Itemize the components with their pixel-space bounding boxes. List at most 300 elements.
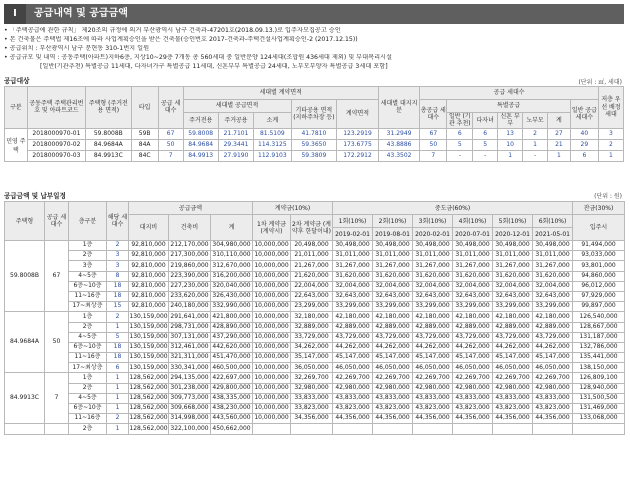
table-cell: 1: [498, 150, 523, 161]
table-cell: 46,050,000: [413, 363, 453, 373]
type-cell: 59.8008B: [5, 241, 45, 312]
table-cell: 45,147,000: [333, 353, 373, 363]
table-row-cut: [5, 424, 625, 434]
table-row: [5, 139, 624, 150]
table-cell: 44,262,000: [533, 342, 573, 352]
table-cell: 31,267,000: [373, 261, 413, 271]
table-cell: 135,441,000: [573, 353, 625, 363]
table-cell: 3: [598, 128, 623, 139]
th-p-m5: 5회(10%): [493, 215, 533, 228]
table-row: [5, 281, 625, 291]
table-cell: 332,990,000: [211, 302, 253, 312]
table-cell: 301,238,000: [169, 383, 211, 393]
table-cell: 437,290,000: [211, 332, 253, 342]
table-cell: 2층: [69, 424, 107, 434]
table-cell: 4~5층: [69, 332, 107, 342]
table-cell: 6층~10층: [69, 281, 107, 291]
table-cell: 2: [107, 312, 129, 322]
table-cell: 42,180,000: [493, 312, 533, 322]
table-cell: 212,170,000: [169, 241, 211, 251]
table-cell: 31,267,000: [453, 261, 493, 271]
table-cell: 31,620,000: [413, 271, 453, 281]
table-cell: 44,262,000: [453, 342, 493, 352]
table-cell: 84.9684: [183, 139, 218, 150]
table-row: [5, 271, 625, 281]
table-cell: 5: [107, 332, 129, 342]
th-p-land: 대지비: [129, 215, 169, 241]
table-cell: 13: [498, 128, 523, 139]
table-cell: 1층: [69, 373, 107, 383]
table-cell: 2018000970-02: [27, 139, 85, 150]
table-cell: 138,150,000: [573, 363, 625, 373]
table-cell: 43,833,000: [373, 393, 413, 403]
table-cell: 30,498,000: [533, 241, 573, 251]
table-cell: 21.7101: [218, 128, 253, 139]
table-cell: 309,668,000: [169, 404, 211, 414]
type-cell: 84.9684A: [5, 312, 45, 373]
th-special: 특별공급: [447, 100, 571, 113]
table-cell: 21,267,000: [291, 261, 333, 271]
table-row: [5, 312, 625, 322]
table-cell: 46,050,000: [493, 363, 533, 373]
th-p-deposit: 계약금(10%): [253, 202, 333, 215]
th-multi: 다자녀: [473, 113, 498, 129]
table-cell: 31,011,000: [533, 251, 573, 261]
table-cell: 3: [107, 251, 129, 261]
table-cell: 43,833,000: [493, 393, 533, 403]
table-cell: 123.2919: [337, 128, 379, 139]
table-cell: 30,498,000: [373, 241, 413, 251]
notes: [4, 27, 626, 72]
units-cell: 67: [45, 241, 69, 312]
table-cell: 27.9190: [218, 150, 253, 161]
table-cell: 6: [473, 128, 498, 139]
price-section-title: 공급금액 및 납부일정: [4, 192, 66, 200]
th-p-t3: 2020-02-01: [413, 228, 453, 241]
note-line: • 본 건축물은 주택법 제16조에 따라 사업계획승인을 받은 건축물(승인번호 2017-건축과-주택건설사업계획승인-2 (2017.12.15)): [4, 35, 358, 43]
table-cell: 10,000,000: [253, 271, 291, 281]
table-row: [5, 342, 625, 352]
table-cell: 42,180,000: [373, 312, 413, 322]
table-row: [5, 393, 625, 403]
th-p-type: 주택형: [5, 202, 45, 241]
table-cell: 23,299,000: [291, 302, 333, 312]
table-cell: 17~최상층: [69, 302, 107, 312]
table-cell: 1: [107, 373, 129, 383]
table-cell: 92,810,000: [129, 291, 169, 301]
th-p-t5: 2020-12-01: [493, 228, 533, 241]
supply-section-title: 공급대상: [4, 77, 30, 85]
table-cell: 438,335,000: [211, 393, 253, 403]
price-unit-note: (단위 : 원): [594, 193, 622, 200]
table-cell: 31,620,000: [373, 271, 413, 281]
table-cell: 45,147,000: [373, 353, 413, 363]
table-cell: 34,356,000: [291, 414, 333, 424]
th-p-building: 건축비: [169, 215, 211, 241]
table-cell: 44,262,000: [373, 342, 413, 352]
table-row: [5, 404, 625, 414]
table-cell: 44,356,000: [413, 414, 453, 424]
table-cell: 219,860,000: [169, 261, 211, 271]
table-cell: 31,011,000: [493, 251, 533, 261]
table-cell: 34,262,000: [291, 342, 333, 352]
table-cell: 31,267,000: [493, 261, 533, 271]
table-cell: 46,050,000: [453, 363, 493, 373]
table-cell: 1: [547, 150, 570, 161]
table-cell: 1: [107, 393, 129, 403]
table-cell: 18: [107, 353, 129, 363]
th-p-m1: 1회(10%): [333, 215, 373, 228]
table-cell: 10,000,000: [253, 261, 291, 271]
table-cell: 128,562,000: [129, 404, 169, 414]
table-cell: 33,833,000: [291, 393, 333, 403]
table-cell: 10,000,000: [253, 383, 291, 393]
table-cell: 310,110,000: [211, 251, 253, 261]
table-cell: 304,980,000: [211, 241, 253, 251]
table-cell: 128,562,000: [129, 393, 169, 403]
table-cell: 32,643,000: [453, 291, 493, 301]
table-cell: 32,643,000: [493, 291, 533, 301]
table-cell: 1: [107, 383, 129, 393]
table-row: [5, 302, 625, 312]
table-cell: 32,180,000: [291, 312, 333, 322]
table-cell: 42,980,000: [333, 383, 373, 393]
table-cell: 67: [158, 128, 183, 139]
table-cell: 43,823,000: [453, 404, 493, 414]
table-cell: 32,004,000: [333, 281, 373, 291]
units-cell: 50: [45, 312, 69, 373]
table-row: [5, 322, 625, 332]
th-total: 총공급 세대수: [420, 100, 447, 129]
table-cell: 42,889,000: [453, 322, 493, 332]
table-cell: 44,356,000: [533, 414, 573, 424]
table-cell: 131,187,000: [573, 332, 625, 342]
table-cell: 43,729,000: [333, 332, 373, 342]
th-p-m6: 6회(10%): [533, 215, 573, 228]
table-cell: 32,643,000: [533, 291, 573, 301]
table-row: [5, 363, 625, 373]
table-cell: 42,269,700: [453, 373, 493, 383]
th-units: 공급 세대수: [158, 87, 183, 129]
th-land: 세대별 대지지분: [378, 87, 420, 129]
table-cell: 50: [420, 139, 447, 150]
table-cell: 10,000,000: [253, 322, 291, 332]
table-cell: 10,000,000: [253, 302, 291, 312]
empty-cell: [533, 424, 573, 434]
table-cell: 133,068,000: [573, 414, 625, 424]
supply-unit-note: (단위 : ㎡, 세대): [578, 79, 622, 86]
table-cell: 5: [473, 139, 498, 150]
table-cell: 1: [107, 424, 129, 434]
table-cell: 29: [570, 139, 598, 150]
table-cell: 92,810,000: [129, 271, 169, 281]
th-p-floor-units: 해당 세대수: [107, 202, 129, 241]
gubun-cell: 민영 주택: [5, 128, 28, 161]
table-cell: 227,230,000: [169, 281, 211, 291]
th-p-total: 계: [211, 215, 253, 241]
table-cell: 46,050,000: [333, 363, 373, 373]
th-p-t4: 2020-07-01: [453, 228, 493, 241]
table-cell: 173.6775: [337, 139, 379, 150]
price-table: [4, 201, 625, 435]
table-cell: 32,643,000: [373, 291, 413, 301]
table-cell: 42,269,700: [533, 373, 573, 383]
table-cell: 128,562,000: [129, 373, 169, 383]
th-sum: 계: [547, 113, 570, 129]
table-cell: 59.3809: [291, 150, 337, 161]
table-cell: 31,011,000: [453, 251, 493, 261]
table-cell: 128,562,000: [129, 424, 169, 434]
table-cell: 59.8008B: [85, 128, 131, 139]
table-cell: 84.9684A: [85, 139, 131, 150]
th-p-amount: 공급금액: [129, 202, 253, 215]
table-cell: 43.8886: [378, 139, 420, 150]
table-cell: 21: [547, 139, 570, 150]
table-cell: 10,000,000: [253, 414, 291, 424]
table-cell: 421,800,000: [211, 312, 253, 322]
table-cell: 32,004,000: [533, 281, 573, 291]
table-cell: 132,786,000: [573, 342, 625, 352]
table-cell: 291,641,000: [169, 312, 211, 322]
table-cell: 172.2912: [337, 150, 379, 161]
th-p-m4: 4회(10%): [453, 215, 493, 228]
table-cell: 6: [107, 363, 129, 373]
table-cell: 32,643,000: [333, 291, 373, 301]
table-cell: 91,494,000: [573, 241, 625, 251]
table-cell: 10,000,000: [253, 404, 291, 414]
table-cell: 32,643,000: [413, 291, 453, 301]
th-p-move-in: 입주시: [573, 215, 625, 241]
table-cell: 42,269,700: [333, 373, 373, 383]
table-row: [5, 150, 624, 161]
table-cell: 322,100,000: [169, 424, 211, 434]
table-row: [5, 353, 625, 363]
table-cell: 2층: [69, 251, 107, 261]
table-cell: 2: [107, 414, 129, 424]
table-cell: 7: [420, 150, 447, 161]
table-cell: 298,731,000: [169, 322, 211, 332]
table-cell: 22,004,000: [291, 281, 333, 291]
table-cell: 44,356,000: [333, 414, 373, 424]
table-cell: 2층: [69, 322, 107, 332]
section-number: I: [4, 4, 26, 24]
table-cell: 20,498,000: [291, 241, 333, 251]
table-cell: 43,823,000: [333, 404, 373, 414]
table-cell: 6층~10층: [69, 342, 107, 352]
table-cell: 11~16층: [69, 291, 107, 301]
table-cell: 33,729,000: [291, 332, 333, 342]
th-p-balance: 잔금(30%): [573, 202, 625, 215]
table-cell: 21,011,000: [291, 251, 333, 261]
table-cell: 31,267,000: [533, 261, 573, 271]
table-cell: 42,980,000: [493, 383, 533, 393]
table-cell: 442,620,000: [211, 342, 253, 352]
table-cell: 130,159,000: [129, 363, 169, 373]
table-cell: 443,560,000: [211, 414, 253, 424]
table-cell: 6: [570, 150, 598, 161]
table-cell: 92,810,000: [129, 241, 169, 251]
table-cell: 59.3650: [291, 139, 337, 150]
table-cell: 309,773,000: [169, 393, 211, 403]
table-cell: 326,430,000: [211, 291, 253, 301]
table-cell: 15: [107, 302, 129, 312]
table-cell: 43.3502: [378, 150, 420, 161]
empty-cell: [5, 424, 45, 434]
th-gubun: 구분: [5, 87, 28, 129]
table-cell: 32,004,000: [493, 281, 533, 291]
table-cell: 6층~10층: [69, 404, 107, 414]
th-p-d1: 1차 계약금 (계약시): [253, 215, 291, 241]
table-cell: 4~5층: [69, 271, 107, 281]
empty-cell: [413, 424, 453, 434]
table-cell: 2018000970-03: [27, 150, 85, 161]
th-supply-area: 세대별 공급면적: [183, 100, 291, 113]
table-cell: 18: [107, 342, 129, 352]
table-cell: 43,833,000: [533, 393, 573, 403]
table-cell: 10: [498, 139, 523, 150]
table-cell: 320,040,000: [211, 281, 253, 291]
note-line: • 공급위치 : 부산광역시 남구 문현동 310-1번지 일원: [4, 44, 150, 52]
table-cell: 6: [447, 128, 473, 139]
table-cell: 10,000,000: [253, 332, 291, 342]
table-cell: 43,823,000: [373, 404, 413, 414]
table-cell: 438,230,000: [211, 404, 253, 414]
table-cell: 330,341,000: [169, 363, 211, 373]
table-cell: 44,262,000: [493, 342, 533, 352]
table-cell: 42,180,000: [533, 312, 573, 322]
table-cell: 18: [107, 281, 129, 291]
table-cell: 67: [420, 128, 447, 139]
th-p-m2: 2회(10%): [373, 215, 413, 228]
table-cell: 42,980,000: [533, 383, 573, 393]
table-cell: 92,810,000: [129, 251, 169, 261]
table-cell: 43,833,000: [453, 393, 493, 403]
th-contract: 계약면적: [337, 100, 379, 129]
table-cell: 31,011,000: [373, 251, 413, 261]
empty-cell: [493, 424, 533, 434]
table-cell: 1: [523, 139, 548, 150]
table-cell: 44,356,000: [493, 414, 533, 424]
table-cell: 128,562,000: [129, 414, 169, 424]
table-cell: 31,267,000: [333, 261, 373, 271]
table-cell: 41.7810: [291, 128, 337, 139]
table-cell: 99,897,000: [573, 302, 625, 312]
table-cell: 29.3441: [218, 139, 253, 150]
table-cell: 32,269,700: [291, 373, 333, 383]
table-cell: 10,000,000: [253, 251, 291, 261]
units-cell: 7: [45, 373, 69, 424]
table-cell: 31,267,000: [413, 261, 453, 271]
table-cell: 33,823,000: [291, 404, 333, 414]
table-row: [5, 332, 625, 342]
table-cell: 27: [547, 128, 570, 139]
th-other: 기타공용 면적 (지하주차장 등): [291, 100, 337, 129]
table-cell: 42,980,000: [413, 383, 453, 393]
table-cell: 42,180,000: [453, 312, 493, 322]
table-cell: 44,356,000: [453, 414, 493, 424]
table-cell: 42,269,700: [493, 373, 533, 383]
table-cell: 31,620,000: [493, 271, 533, 281]
table-cell: 31,011,000: [413, 251, 453, 261]
table-row: [5, 241, 625, 251]
table-cell: 312,670,000: [211, 261, 253, 271]
th-residential: 주거전용: [183, 113, 218, 129]
table-cell: 32,004,000: [413, 281, 453, 291]
table-cell: 32,980,000: [291, 383, 333, 393]
th-type: 주택형 (주거전용 면적): [85, 87, 131, 129]
note-line: • 공급규모 및 내역 : 공동주택(아파트)지하6층, 지상10~29층 7개동 총 560세대 중 일반분양 124세대(조합원 436세대 제외) 및 부대복리시설: [4, 53, 393, 61]
table-cell: 93,033,000: [573, 251, 625, 261]
table-cell: 3층: [69, 261, 107, 271]
th-p-mid: 중도금(60%): [333, 202, 573, 215]
table-cell: 43,729,000: [493, 332, 533, 342]
empty-cell: [291, 424, 333, 434]
table-cell: 92,810,000: [129, 281, 169, 291]
table-row: [5, 291, 625, 301]
note-line: • 「주택공급에 관한 규칙」 제20조의 규정에 의거 부산광역시 남구 건축과-47201호(2018.09.13.)로 입주자모집공고 승인: [4, 27, 341, 34]
table-cell: 130,159,000: [129, 342, 169, 352]
table-cell: 43,823,000: [533, 404, 573, 414]
table-cell: 128,562,000: [129, 383, 169, 393]
table-cell: 42,889,000: [493, 322, 533, 332]
table-cell: 44,356,000: [373, 414, 413, 424]
table-cell: 42,889,000: [533, 322, 573, 332]
th-tab: 타입: [131, 87, 158, 129]
table-cell: 45,147,000: [413, 353, 453, 363]
th-breakdown: 공급 세대수: [420, 87, 599, 100]
table-cell: 22,643,000: [291, 291, 333, 301]
table-cell: 7: [158, 150, 183, 161]
table-cell: 1: [107, 404, 129, 414]
table-cell: 32,889,000: [291, 322, 333, 332]
table-cell: 114.3125: [254, 139, 291, 150]
table-cell: 128,667,000: [573, 322, 625, 332]
table-cell: 126,809,100: [573, 373, 625, 383]
section-title: 공급내역 및 공급금액: [34, 8, 128, 19]
table-cell: 42,980,000: [373, 383, 413, 393]
table-cell: 32,004,000: [453, 281, 493, 291]
type-cell: 84.9913C: [5, 373, 45, 424]
table-cell: 43,729,000: [373, 332, 413, 342]
table-cell: 451,470,000: [211, 353, 253, 363]
table-cell: 314,998,000: [169, 414, 211, 424]
table-cell: 59B: [131, 128, 158, 139]
table-cell: 131,469,000: [573, 404, 625, 414]
th-code: 공동주택 주택관리번호 및 아파트코드: [27, 87, 85, 129]
table-cell: 460,500,000: [211, 363, 253, 373]
table-cell: 59.8008: [183, 128, 218, 139]
table-cell: 30,498,000: [413, 241, 453, 251]
table-cell: 17~최상층: [69, 363, 107, 373]
table-cell: 1층: [69, 312, 107, 322]
table-row: [5, 261, 625, 271]
th-newlywed: 신혼 부부: [498, 113, 523, 129]
table-cell: 31.2949: [378, 128, 420, 139]
table-cell: 316,200,000: [211, 271, 253, 281]
table-cell: 18: [107, 291, 129, 301]
table-cell: 2: [107, 241, 129, 251]
table-cell: 10,000,000: [253, 342, 291, 352]
table-cell: 33,299,000: [373, 302, 413, 312]
table-cell: 43,729,000: [533, 332, 573, 342]
table-cell: 40: [570, 128, 598, 139]
table-cell: 10,000,000: [253, 312, 291, 322]
table-cell: 131,500,500: [573, 393, 625, 403]
table-cell: 130,159,000: [129, 332, 169, 342]
th-general: 일반 (기관 추천): [447, 113, 473, 129]
table-cell: 42,889,000: [413, 322, 453, 332]
section-header: [4, 4, 624, 24]
